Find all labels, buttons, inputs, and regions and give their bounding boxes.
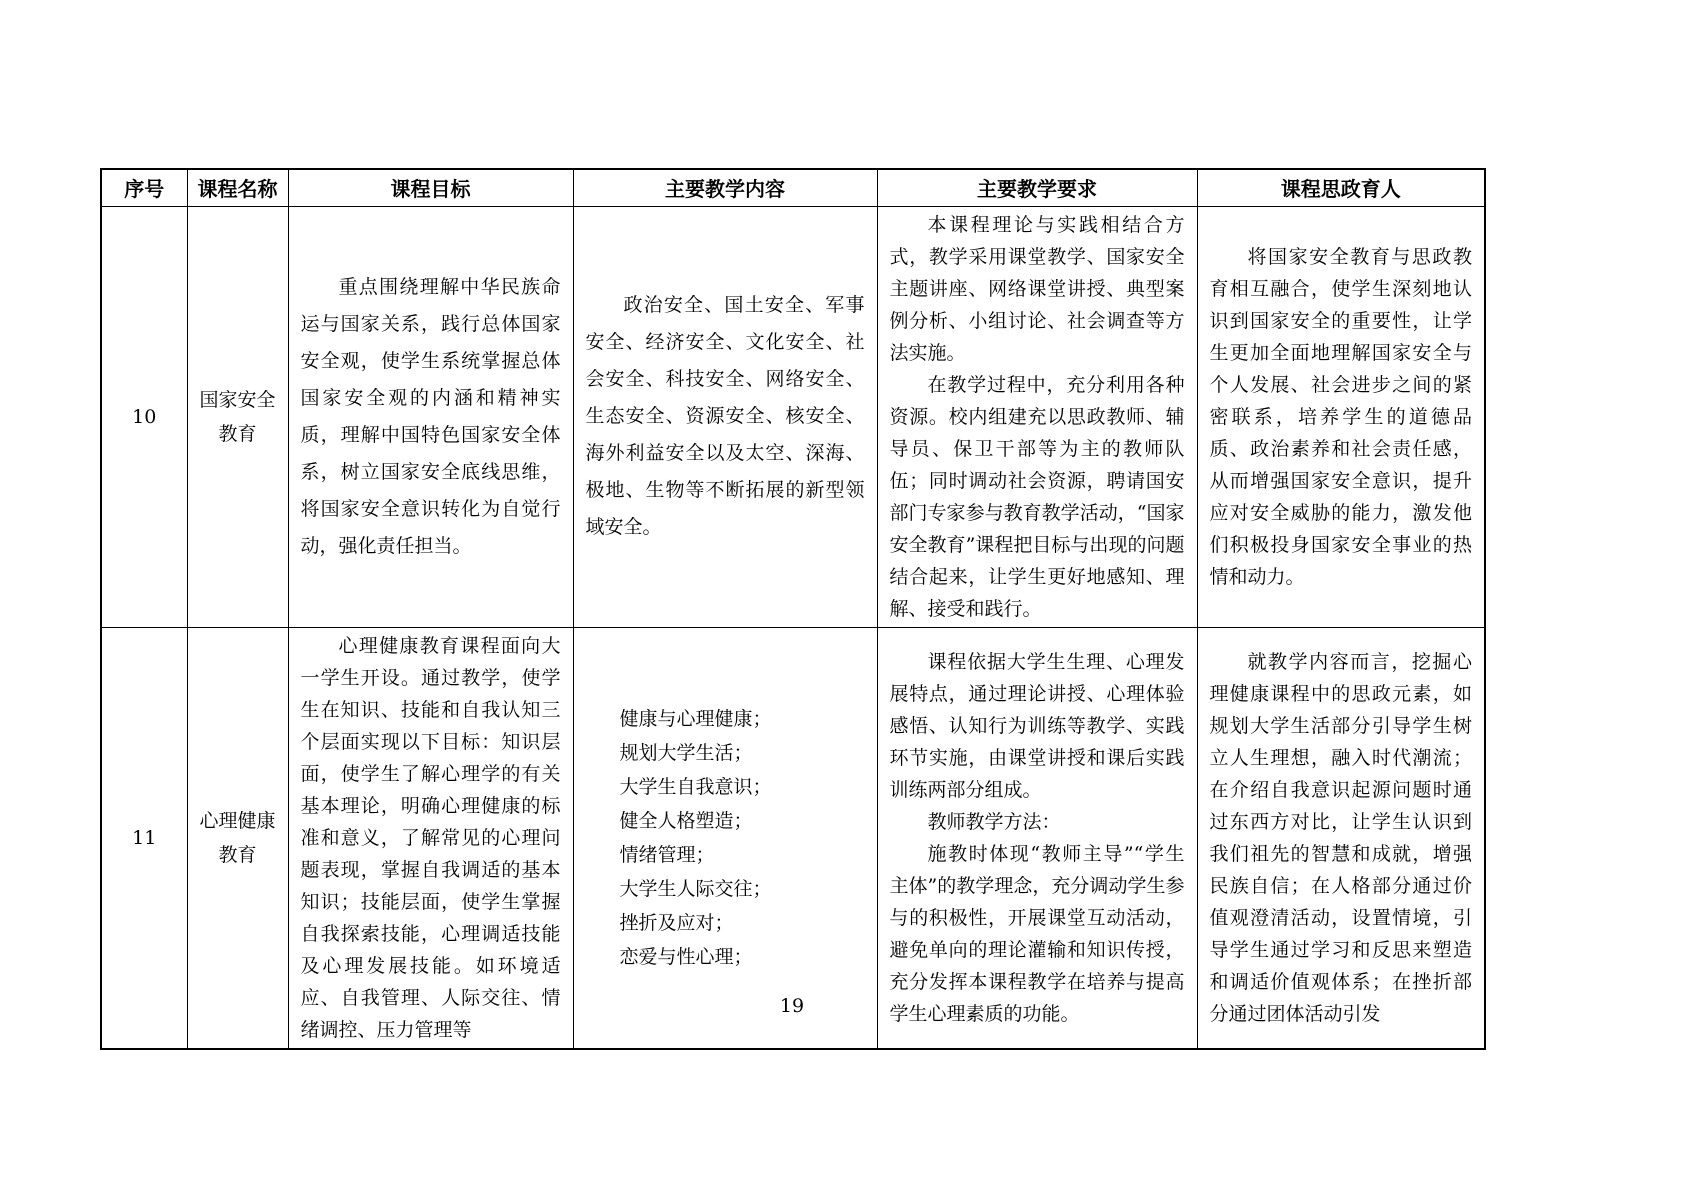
content-list-item: 大学生人际交往； [619, 877, 772, 900]
table-row-course-11 [101, 627, 1485, 1049]
content-list-item: 大学生自我意识； [619, 775, 772, 798]
header-seq: 序号 [101, 169, 187, 206]
cell-ideology [1197, 627, 1485, 1049]
page-number: 19 [779, 995, 805, 1017]
requirements-paragraph: 本课程理论与实践相结合方式，教学采用课堂教学、国家安全主题讲座、网络课堂讲授、典型案例分析、小组讨论、社会调查等方法实施。 [889, 213, 1185, 364]
ideology-paragraph: 就教学内容而言，挖掘心理健康课程中的思政元素，如规划大学生活部分引导学生树立人生理想，融入时代潮流；在介绍自我意识起源问题时通过东西方对比，让学生认识到我们祖先的智慧和成就，增强民族自信；在人格部分通过价值观澄清活动，设置情境，引导学生通过学习和反思来塑造和调适价值观体系；在挫折部分通过团体活动引发 [1209, 650, 1472, 1025]
cell-requirements [877, 627, 1197, 1049]
course-plan-table [100, 168, 1486, 1050]
cell-content [573, 206, 877, 627]
objectives-paragraph: 心理健康教育课程面向大一学生开设。通过教学，使学生在知识、技能和自我认知三个层面实现以下目标：知识层面，使学生了解心理学的有关基本理论，明确心理健康的标准和意义，了解常见的心理问题表现，掌握自我调适的基本知识；技能层面，使学生掌握自我探索技能，心理调适技能及心理发展技能。如环境适应、自我管理、人际交往、情绪调控、压力管理等 [300, 634, 561, 1041]
table-row-course-10 [101, 206, 1485, 627]
content-paragraph: 政治安全、国土安全、军事安全、经济安全、文化安全、社会安全、科技安全、网络安全、生态安全、资源安全、核安全、海外利益安全以及太空、深海、极地、生物等不断拓展的新型领域安全。 [585, 294, 865, 538]
header-ideology: 课程思政育人 [1197, 169, 1485, 206]
objectives-paragraph: 重点围绕理解中华民族命运与国家关系，践行总体国家安全观，使学生系统掌握总体国家安全观的内涵和精神实质，理解中国特色国家安全体系，树立国家安全底线思维，将国家安全意识转化为自觉行动，强化责任担当。 [300, 275, 561, 557]
cell-objectives [288, 206, 573, 627]
cell-objectives [288, 627, 573, 1049]
cell-course-name: 国家安全教育 [187, 206, 288, 627]
content-list-item: 健康与心理健康； [619, 707, 772, 730]
content-list-item: 情绪管理； [619, 843, 715, 866]
requirements-paragraph: 教师教学方法： [927, 810, 1061, 833]
cell-content [573, 627, 877, 1049]
content-list-item: 挫折及应对； [619, 911, 734, 934]
cell-ideology [1197, 206, 1485, 627]
ideology-paragraph: 将国家安全教育与思政教育相互融合，使学生深刻地认识到国家安全的重要性，让学生更加全面地理解国家安全与个人发展、社会进步之间的紧密联系，培养学生的道德品质、政治素养和社会责任感，从而增强国家安全意识，提升应对安全威胁的能力，激发他们积极投身国家安全事业的热情和动力。 [1209, 245, 1472, 588]
requirements-paragraph: 课程依据大学生生理、心理发展特点，通过理论讲授、心理体验感悟、认知行为训练等教学、实践环节实施，由课堂讲授和课后实践训练两部分组成。 [889, 650, 1185, 801]
table-header-row [101, 169, 1485, 206]
content-list-item: 规划大学生活； [619, 741, 753, 764]
requirements-paragraph: 在教学过程中，充分利用各种资源。校内组建充以思政教师、辅导员、保卫干部等为主的教师队伍；同时调动社会资源，聘请国安部门专家参与教育教学活动，“国家安全教育”课程把目标与出现的问题结合起来，让学生更好地感知、理解、接受和践行。 [889, 373, 1185, 620]
content-list-item: 健全人格塑造； [619, 809, 753, 832]
cell-seq: 10 [101, 206, 187, 627]
header-content: 主要教学内容 [573, 169, 877, 206]
cell-seq: 11 [101, 627, 187, 1049]
requirements-paragraph: 施教时体现“教师主导”“学生主体”的教学理念，充分调动学生参与的积极性，开展课堂互动活动，避免单向的理论灌输和知识传授，充分发挥本课程教学在培养与提高学生心理素质的功能。 [889, 842, 1185, 1025]
cell-course-name: 心理健康教育 [187, 627, 288, 1049]
cell-requirements [877, 206, 1197, 627]
header-course-name: 课程名称 [187, 169, 288, 206]
header-objectives: 课程目标 [288, 169, 573, 206]
content-list-item: 恋爱与性心理； [619, 945, 753, 968]
header-requirements: 主要教学要求 [877, 169, 1197, 206]
